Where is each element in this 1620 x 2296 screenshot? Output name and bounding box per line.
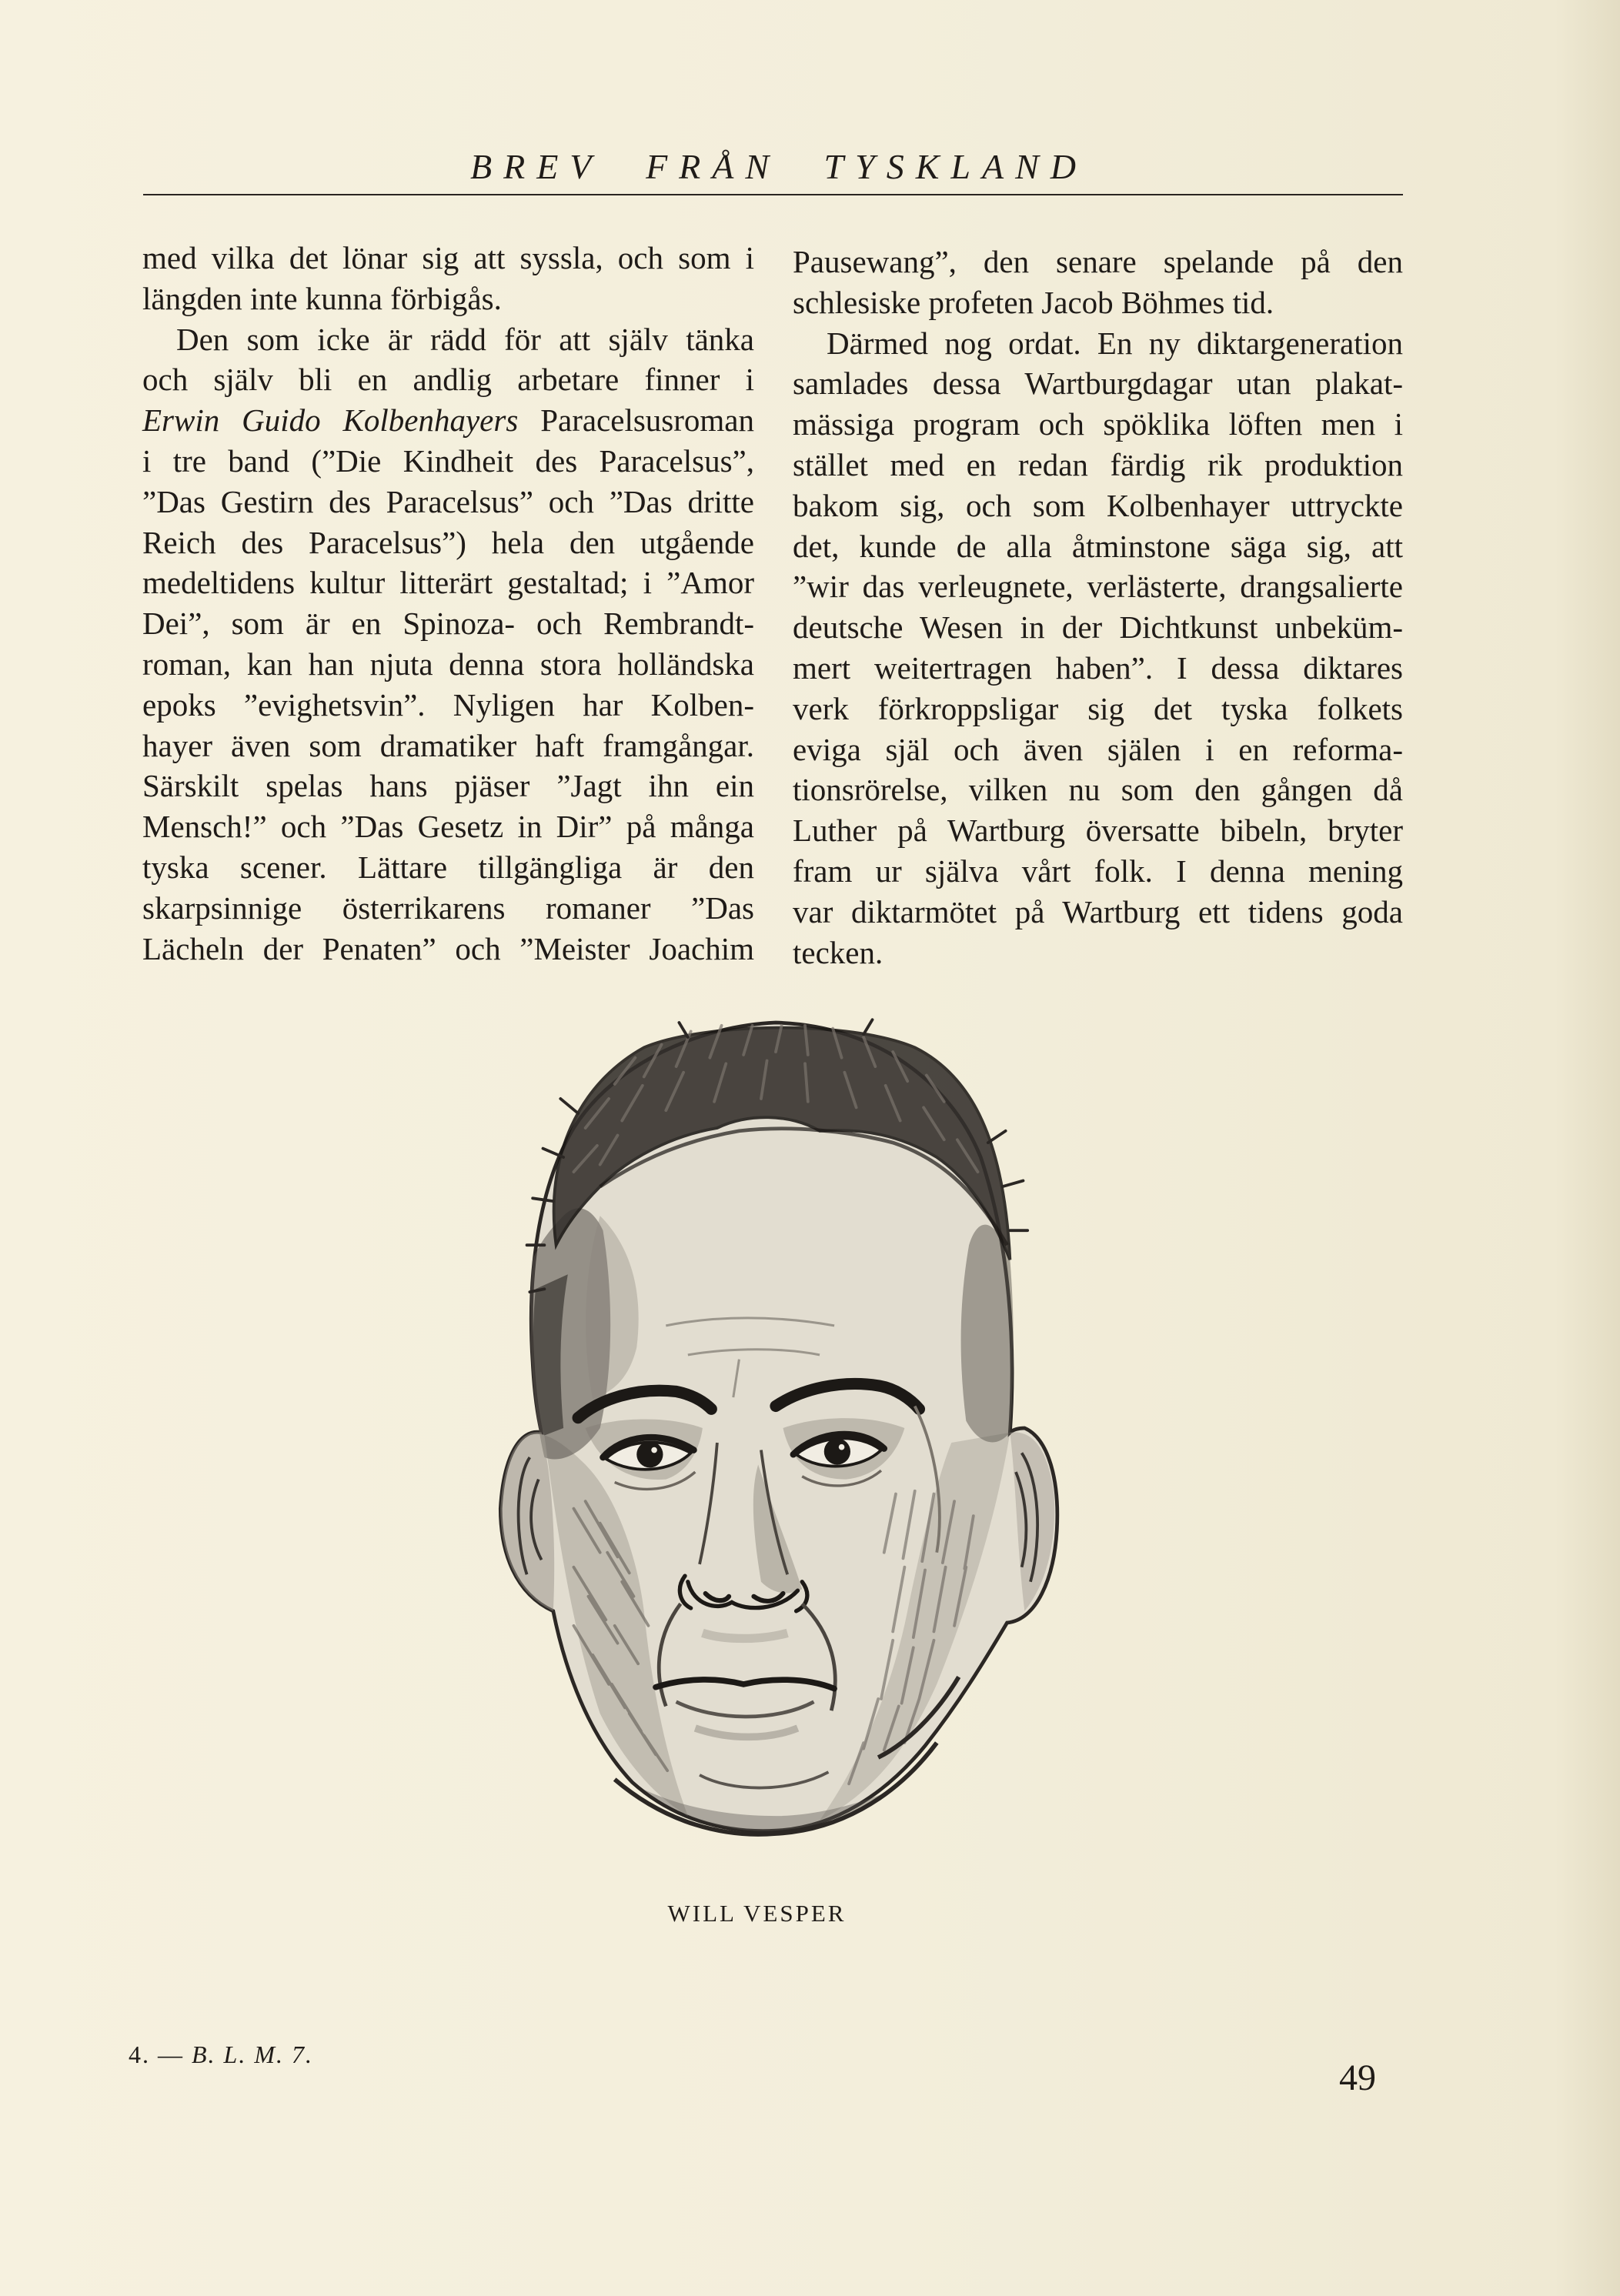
text-line: skarpsinnige österrikarens romaner ”Das xyxy=(142,889,754,926)
eye-highlight-right xyxy=(839,1444,845,1450)
text-line: hayer även som dramatiker haft framgångar. xyxy=(142,727,754,763)
text-line: Därmed nog ordat. En ny diktargeneration xyxy=(827,325,1403,361)
text-line: i tre band (”Die Kindheit des Paracelsus”, xyxy=(142,442,754,479)
text-line: Mensch!” och ”Das Gesetz in Dir” på många xyxy=(142,809,754,845)
text-line: schlesiske profeten Jacob Böhmes tid. xyxy=(793,284,1274,320)
iris-left xyxy=(636,1441,663,1467)
text-line: bakom sig, och som Kolbenhayer uttryckte xyxy=(793,487,1403,523)
text-line: tecken. xyxy=(793,934,883,970)
text-line: Den som icke är rädd för att själv tänka xyxy=(176,321,754,357)
right-column xyxy=(793,242,1403,973)
text-line: eviga själ och även själen i en reforma- xyxy=(793,731,1403,767)
text-line: mässiga program och spöklika löften men i xyxy=(793,406,1403,442)
text-line: tionsrörelse, vilken nu som den gången då xyxy=(793,772,1403,808)
author-name: Erwin Guido Kolbenhayers xyxy=(142,402,519,439)
text-line: längden inte kunna förbigås. xyxy=(142,280,502,316)
text-line: roman, kan han njuta denna stora holländska xyxy=(142,646,754,682)
text-line: tyska scener. Lättare tillgängliga är den xyxy=(142,849,754,885)
text-line: medeltidens kultur litterärt gestaltad; i ”Amor xyxy=(142,565,754,601)
text-line: epoks ”evighetsvin”. Nyligen har Kolben- xyxy=(142,686,754,723)
text-line: mert weitertragen haben”. I dessa diktares xyxy=(793,649,1403,686)
text-line: det, kunde de alla åtminstone säga sig, att xyxy=(793,528,1403,564)
text-line: och själv bli en andlig arbetare finner i xyxy=(142,362,754,398)
journal-abbreviation: B. L. M. 7. xyxy=(192,2041,313,2068)
running-head: BREV FRÅN TYSKLAND xyxy=(470,147,1087,186)
text-line: verk förkroppsligar sig det tyska folkets xyxy=(793,690,1403,726)
text-line: Dei”, som är en Spinoza- och Rembrandt- xyxy=(142,606,754,642)
signature-number: 4. — xyxy=(129,2041,192,2068)
text-line: deutsche Wesen in der Dichtkunst unbeküm- xyxy=(793,609,1403,646)
text-line: var diktarmötet på Wartburg ett tidens goda xyxy=(793,893,1403,929)
text-line: Särskilt spelas hans pjäser ”Jagt ihn ein xyxy=(142,768,754,804)
figure-caption: WILL VESPER xyxy=(667,1900,847,1927)
text-line: Reich des Paracelsus”) hela den utgående xyxy=(142,524,754,560)
signature-mark xyxy=(129,2039,313,2070)
text-line: samlades dessa Wartburgdagar utan plakat- xyxy=(793,365,1403,402)
portrait-illustration xyxy=(490,1003,1091,1853)
eye-highlight-left xyxy=(651,1447,657,1453)
text-line: Lächeln der Penaten” och ”Meister Joachim xyxy=(142,930,754,966)
text-line xyxy=(142,400,754,441)
text-line: ”wir das verleugnete, verlästerte, drangsalierte xyxy=(793,569,1403,605)
iris-right xyxy=(824,1438,850,1464)
text-line: Pausewang”, den senare spelande på den xyxy=(793,244,1403,279)
text-line: fram ur själva vårt folk. I denna mening xyxy=(793,853,1403,889)
page-number: 49 xyxy=(1339,2057,1376,2098)
left-column xyxy=(142,238,754,969)
text-line: Luther på Wartburg översatte bibeln, bryter xyxy=(793,813,1403,849)
header-rule xyxy=(143,194,1403,195)
text-line: ”Das Gestirn des Paracelsus” och ”Das dritte xyxy=(142,483,754,519)
text-line: med vilka det lönar sig att syssla, och som i xyxy=(142,240,754,275)
text-line: stället med en redan färdig rik produktion xyxy=(793,446,1403,482)
right-temple-shadow xyxy=(961,1225,1014,1443)
text-fragment: Paracelsusroman xyxy=(518,402,754,439)
